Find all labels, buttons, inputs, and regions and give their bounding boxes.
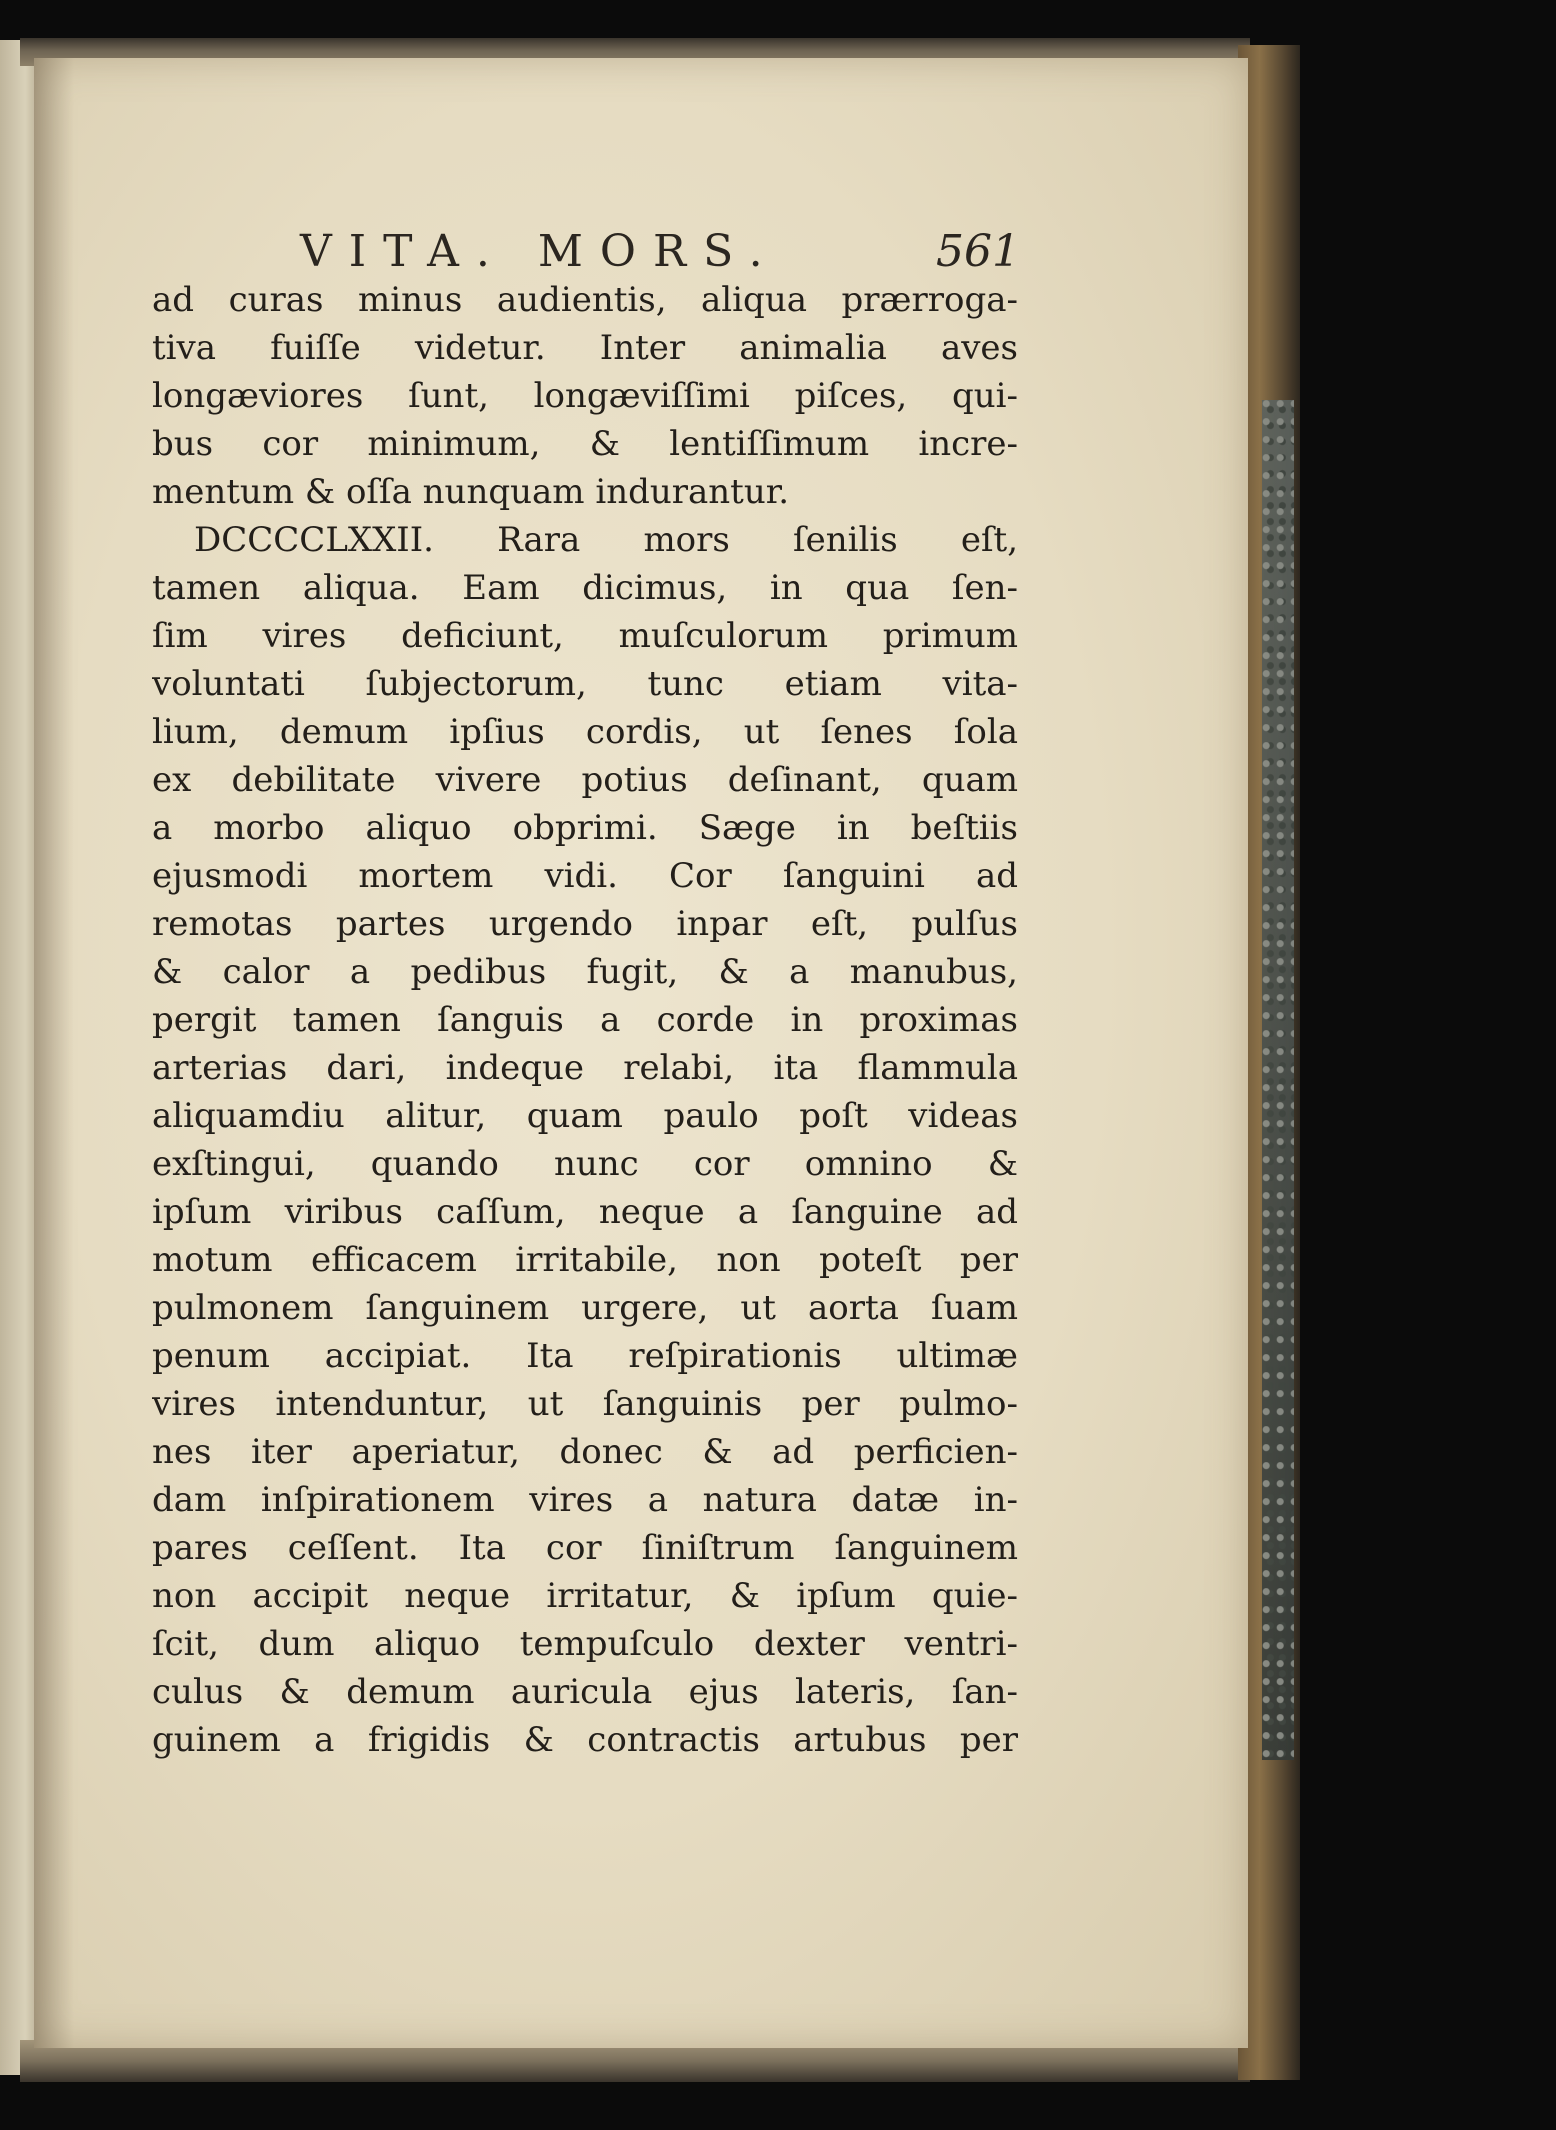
text-line: & calor a pedibus fugit, & a manubus,: [152, 952, 1018, 992]
text-line: ex debilitate vivere potius deſinant, quam: [152, 760, 1018, 800]
text-line: tiva fuiſſe videtur. Inter animalia aves: [152, 328, 1018, 368]
text-line: pulmonem ſanguinem urgere, ut aorta ſuam: [152, 1288, 1018, 1328]
text-line: voluntati ſubjectorum, tunc etiam vita-: [152, 664, 1018, 704]
text-line: vires intenduntur, ut ſanguinis per pulmo-: [152, 1384, 1018, 1424]
marbled-cover-edge: [1262, 400, 1294, 1760]
text-line: pares ceſſent. Ita cor ſiniſtrum ſanguinem: [152, 1528, 1018, 1568]
body-text: [152, 276, 1018, 1764]
text-line: guinem a frigidis & contractis artubus per: [152, 1720, 1018, 1760]
paragraph-start-line: DCCCCLXXII. Rara mors ſenilis eſt,: [194, 520, 1018, 560]
text-line: culus & demum auricula ejus lateris, ſan-: [152, 1672, 1018, 1712]
page-number: 561: [936, 226, 1020, 277]
page-gutter-shadow: [34, 58, 74, 2048]
text-line: ſim vires deficiunt, muſculorum primum: [152, 616, 1018, 656]
text-line: ejusmodi mortem vidi. Cor ſanguini ad: [152, 856, 1018, 896]
text-line: ad curas minus audientis, aliqua prærroga-: [152, 280, 1018, 320]
text-line: motum efficacem irritabile, non poteſt per: [152, 1240, 1018, 1280]
text-line: tamen aliqua. Eam dicimus, in qua ſen-: [152, 568, 1018, 608]
text-line: exſtingui, quando nunc cor omnino &: [152, 1144, 1018, 1184]
running-head: [150, 222, 1020, 282]
text-line: penum accipiat. Ita reſpirationis ultimæ: [152, 1336, 1018, 1376]
text-line: a morbo aliquo obprimi. Sæge in beſtiis: [152, 808, 1018, 848]
text-line: ipſum viribus caſſum, neque a ſanguine ad: [152, 1192, 1018, 1232]
text-line: dam inſpirationem vires a natura datæ in-: [152, 1480, 1018, 1520]
text-line: pergit tamen ſanguis a corde in proximas: [152, 1000, 1018, 1040]
text-line: ſcit, dum aliquo tempuſculo dexter ventri-: [152, 1624, 1018, 1664]
text-line: bus cor minimum, & lentiſſimum incre-: [152, 424, 1018, 464]
text-line: aliquamdiu alitur, quam paulo poſt videas: [152, 1096, 1018, 1136]
text-line: arterias dari, indeque relabi, ita flammula: [152, 1048, 1018, 1088]
text-line: lium, demum ipſius cordis, ut ſenes ſola: [152, 712, 1018, 752]
running-title: VITA. MORS.: [300, 226, 780, 277]
text-line: remotas partes urgendo inpar eſt, pulſus: [152, 904, 1018, 944]
text-line: longæviores ſunt, longæviſſimi piſces, qui-: [152, 376, 1018, 416]
text-line: nes iter aperiatur, donec & ad perficien-: [152, 1432, 1018, 1472]
text-line: mentum & oſſa nunquam indurantur.: [152, 472, 790, 512]
text-line: non accipit neque irritatur, & ipſum quie-: [152, 1576, 1018, 1616]
